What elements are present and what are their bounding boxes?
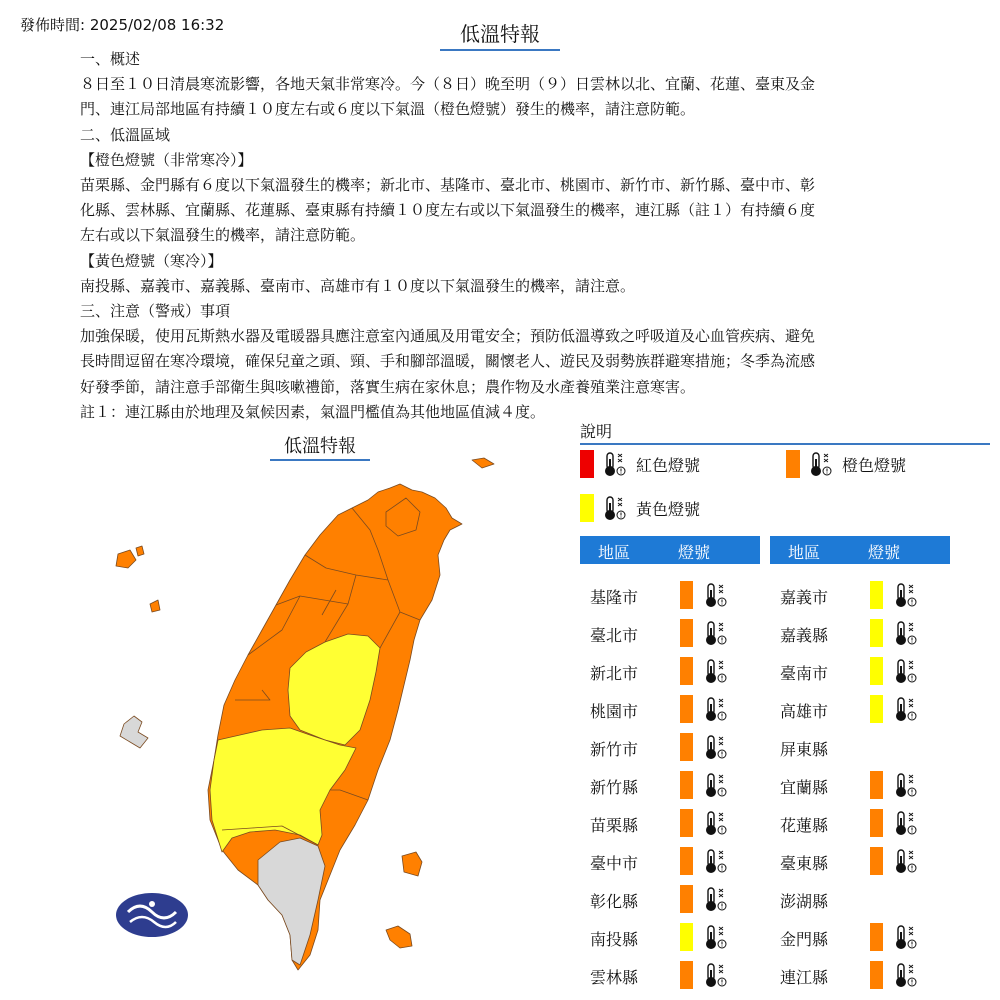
orange-swatch (870, 847, 883, 875)
orange-signal-heading: 【橙色燈號（非常寒冷）】 (80, 150, 253, 169)
issue-time: 發佈時間: 2025/02/08 16:32 (20, 16, 225, 34)
orange-swatch (680, 657, 693, 685)
region-name: 金門縣 (780, 930, 829, 949)
region-name: 嘉義縣 (780, 626, 829, 645)
thermometer-cold-icon (891, 809, 919, 837)
region-signal (870, 581, 919, 609)
cwa-logo-icon (116, 893, 188, 937)
region-row (590, 618, 750, 648)
region-signal (680, 923, 729, 951)
bulletin-line: 南投縣、嘉義市、嘉義縣、臺南市、高雄市有１０度以下氣溫發生的機率，請注意。 (80, 276, 636, 295)
thermometer-cold-icon (891, 923, 919, 951)
col-signal-label: 燈號 (868, 543, 901, 562)
region-row (590, 694, 750, 724)
map-title: 低溫特報 (270, 432, 370, 461)
thermometer-cold-icon (701, 695, 729, 723)
legend-orange (786, 450, 906, 478)
thermometer-cold-icon (701, 809, 729, 837)
legend-red (580, 450, 700, 478)
region-signal (870, 847, 919, 875)
thermometer-cold-icon (701, 733, 729, 761)
thermometer-cold-icon (701, 923, 729, 951)
footnote: 註１：連江縣由於地理及氣候因素，氣溫門檻值為其他地區值減４度。 (80, 402, 546, 421)
region-name: 臺南市 (780, 664, 829, 683)
region-signal (870, 961, 919, 989)
region-row (590, 580, 750, 610)
thermometer-cold-icon (891, 695, 919, 723)
map-region-kinmen (116, 546, 144, 568)
region-name: 桃園市 (590, 702, 639, 721)
thermometer-cold-icon (701, 581, 729, 609)
region-signal (870, 619, 919, 647)
region-signal (870, 695, 919, 723)
section-heading-regions: 二、低溫區域 (80, 125, 171, 144)
thermometer-cold-icon (701, 961, 729, 989)
thermometer-cold-icon (701, 657, 729, 685)
bulletin-line: 左右或以下氣溫發生的機率，請注意防範。 (80, 226, 366, 245)
orange-swatch (680, 733, 693, 761)
thermometer-cold-icon (891, 771, 919, 799)
region-name: 宜蘭縣 (780, 778, 829, 797)
red-swatch (580, 450, 594, 478)
yellow-signal-heading: 【黃色燈號（寒冷）】 (80, 251, 223, 270)
yellow-swatch (680, 923, 693, 951)
orange-swatch (870, 809, 883, 837)
region-row (780, 656, 940, 686)
thermometer-cold-icon (701, 885, 729, 913)
region-name: 雲林縣 (590, 968, 639, 987)
map-region-orchid-island (386, 926, 412, 948)
bulletin-line: 化縣、雲林縣、宜蘭縣、花蓮縣、臺東縣有持續１０度左右或以下氣溫發生的機率，連江縣（註１）有持續６度 (80, 201, 816, 220)
legend-title: 說明 (580, 419, 990, 445)
bulletin-text (80, 47, 920, 425)
region-row (590, 846, 750, 876)
region-name: 高雄市 (780, 702, 829, 721)
thermometer-cold-icon (701, 847, 729, 875)
thermometer-cold-icon (806, 450, 834, 478)
orange-swatch (680, 809, 693, 837)
region-signal (870, 657, 919, 685)
region-row (590, 808, 750, 838)
taiwan-warning-map (100, 450, 500, 995)
map-region-islet (472, 458, 494, 468)
thermometer-cold-icon (891, 619, 919, 647)
region-name: 花蓮縣 (780, 816, 829, 835)
thermometer-cold-icon (891, 847, 919, 875)
region-name: 彰化縣 (590, 892, 639, 911)
section-heading-overview: 一、概述 (80, 50, 141, 68)
col-region-label: 地區 (788, 543, 821, 562)
region-signal (680, 695, 729, 723)
region-row (590, 922, 750, 952)
col-signal-label: 燈號 (678, 543, 711, 562)
region-row (590, 656, 750, 686)
region-name: 澎湖縣 (780, 892, 829, 911)
region-signal (680, 733, 729, 761)
yellow-swatch (870, 695, 883, 723)
map-region-green-island (402, 852, 422, 876)
region-name: 基隆市 (590, 588, 639, 607)
region-signal (870, 809, 919, 837)
yellow-swatch (580, 494, 594, 522)
thermometer-cold-icon (701, 771, 729, 799)
region-row (780, 618, 940, 648)
region-row (780, 770, 940, 800)
orange-swatch (680, 771, 693, 799)
orange-swatch (870, 961, 883, 989)
region-name: 新竹市 (590, 740, 639, 759)
region-signal (870, 771, 919, 799)
map-region-pingtung (258, 838, 325, 965)
region-row (780, 960, 940, 990)
region-signal (680, 961, 729, 989)
region-row (780, 922, 940, 952)
region-row (780, 808, 940, 838)
region-name: 南投縣 (590, 930, 639, 949)
legend-orange-label: 橙色燈號 (842, 455, 907, 475)
legend-yellow-label: 黃色燈號 (636, 499, 701, 519)
yellow-swatch (870, 657, 883, 685)
region-name: 苗栗縣 (590, 816, 639, 835)
table-header-right (770, 536, 950, 564)
bulletin-line: ８日至１０日清晨寒流影響，各地天氣非常寒冷。今（８日）晚至明（９）日雲林以北、宜蘭、花蓮、臺東及金 (80, 75, 816, 94)
bulletin-line: 門、連江局部地區有持續１０度左右或６度以下氣溫（橙色燈號）發生的機率，請注意防範。 (80, 100, 696, 119)
region-row (780, 846, 940, 876)
region-row (590, 770, 750, 800)
col-region-label: 地區 (598, 543, 631, 562)
thermometer-cold-icon (891, 581, 919, 609)
thermometer-cold-icon (600, 494, 628, 522)
map-region-matsu (150, 600, 160, 612)
region-signal (680, 809, 729, 837)
thermometer-cold-icon (891, 657, 919, 685)
region-signal (680, 847, 729, 875)
region-signal (870, 923, 919, 951)
section-heading-precautions: 三、注意（警戒）事項 (80, 302, 231, 321)
legend-red-label: 紅色燈號 (636, 455, 701, 475)
region-signal (680, 885, 729, 913)
thermometer-cold-icon (600, 450, 628, 478)
region-row (780, 694, 940, 724)
region-name: 臺中市 (590, 854, 639, 873)
region-name: 臺北市 (590, 626, 639, 645)
orange-swatch (870, 923, 883, 951)
orange-swatch (680, 961, 693, 989)
orange-swatch (680, 581, 693, 609)
region-row (780, 580, 940, 610)
orange-swatch (680, 847, 693, 875)
region-signal (680, 581, 729, 609)
thermometer-cold-icon (891, 961, 919, 989)
thermometer-cold-icon (701, 619, 729, 647)
table-header-left (580, 536, 760, 564)
yellow-swatch (870, 581, 883, 609)
orange-swatch (786, 450, 800, 478)
legend-yellow (580, 494, 700, 522)
bulletin-line: 長時間逗留在寒冷環境，確保兒童之頭、頸、手和腳部溫暖，關懷老人、遊民及弱勢族群避寒措施；冬季為流感 (80, 352, 816, 371)
page-title: 低溫特報 (440, 18, 560, 51)
yellow-swatch (870, 619, 883, 647)
region-name: 屏東縣 (780, 740, 829, 759)
region-row (590, 960, 750, 990)
region-name: 嘉義市 (780, 588, 829, 607)
region-row (780, 884, 940, 914)
orange-swatch (680, 885, 693, 913)
region-row (590, 732, 750, 762)
region-signal (680, 619, 729, 647)
region-signal (680, 771, 729, 799)
bulletin-line: 苗栗縣、金門縣有６度以下氣溫發生的機率；新北市、基隆市、臺北市、桃園市、新竹市、新竹縣、臺中市、彰 (80, 176, 816, 195)
region-signal (680, 657, 729, 685)
region-row (590, 884, 750, 914)
region-name: 新北市 (590, 664, 639, 683)
region-row (780, 732, 940, 762)
orange-swatch (870, 771, 883, 799)
orange-swatch (680, 695, 693, 723)
region-name: 臺東縣 (780, 854, 829, 873)
orange-swatch (680, 619, 693, 647)
bulletin-line: 好發季節，請注意手部衛生與咳嗽禮節，落實生病在家休息；農作物及水產養殖業注意寒害。 (80, 377, 696, 396)
region-name: 連江縣 (780, 968, 829, 987)
map-region-penghu (120, 716, 148, 748)
region-name: 新竹縣 (590, 778, 639, 797)
bulletin-line: 加強保暖，使用瓦斯熱水器及電暖器具應注意室內通風及用電安全；預防低溫導致之呼吸道及心血管疾病、避免 (80, 327, 816, 346)
